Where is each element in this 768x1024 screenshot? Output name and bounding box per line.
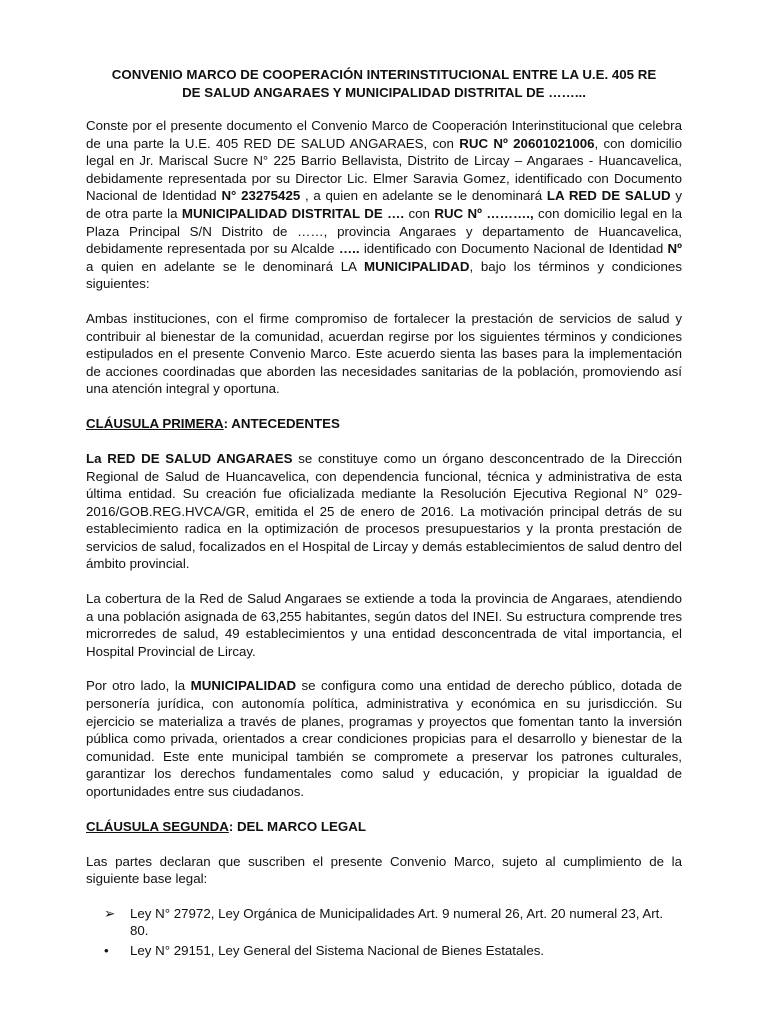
text-run: se constituye como un órgano desconcentrado de la Dirección Regional de Salud de Huancavelica, con dependencia funcional, técnica y administrativa de esta última entidad. Su creación fue oficializada mediante la Resolución Ejecutiva Regional N° 029-2016/GOB.REG.HVCA/GR, emitida el 25 de enero de 2016. La motivación principal detrás de su establecimiento radica en la optimización de procesos presupuestarios y la pronta prestación de servicios de salud, focalizados en el Hospital de Lircay y demás establecimientos de salud dentro del ámbito provincial.	[86, 450, 682, 572]
text-run: y de otra parte la	[86, 188, 683, 221]
title-line-1: CONVENIO MARCO DE COOPERACIÓN INTERINSTITUCIONAL ENTRE LA U.E. 405 RE	[111, 67, 657, 82]
clause-title: : ANTECEDENTES	[223, 415, 340, 431]
text-run: Conste por el presente documento el Convenio Marco de Cooperación Interinstitucional que celebra de una parte la U.E. 405 RED DE SALUD ANGARAES, con	[86, 118, 682, 151]
list-item	[104, 942, 682, 960]
text-run: Por otro lado, la	[86, 678, 191, 694]
text-run: se configura como una entidad de derecho público, dotada de personería jurídica, con autonomía política, administrativa y económica en su jurisdicción. Su ejercicio se materializa a través de planes, programas y proyectos que fomentan tanto la inversión pública como privada, orientados a crear condiciones propicias para el desarrollo y bienestar de la comunidad. Este ente municipal también se compromete a preservar los patrones culturales, garantizar los derechos fundamentales como salud y educación, y propiciar la igualdad de oportunidades entre sus ciudadanos.	[86, 678, 682, 799]
text-run: , con domicilio legal en Jr. Mariscal Sucre N° 225 Barrio Bellavista, Distrito de Lircay – Angaraes - Huancavelica, debidamente representada por su Director Lic. Elmer Saravia Gomez, identificado con Documento Nacional de Identidad	[86, 135, 682, 204]
clause-primera-heading	[86, 415, 682, 433]
ruc-municipalidad: RUC Nº ……….,	[434, 205, 534, 221]
title-line-2: DE SALUD ANGARAES Y MUNICIPALIDAD DISTRITAL DE ……...	[182, 85, 586, 100]
list-item	[104, 905, 682, 940]
document-title	[86, 66, 682, 102]
municipalidad-label: MUNICIPALIDAD	[364, 258, 470, 274]
text-run: , bajo los términos y condiciones siguientes:	[86, 258, 682, 292]
dni-alcalde: Nº	[667, 241, 682, 257]
legal-basis-paragraph: Las partes declaran que suscriben el presente Convenio Marco, sujeto al cumplimiento de la siguiente base legal:	[86, 853, 682, 887]
municipalidad-name: MUNICIPALIDAD	[190, 678, 297, 694]
party-municipalidad: MUNICIPALIDAD DISTRITAL DE ….	[181, 205, 405, 221]
intro-paragraph	[86, 117, 697, 293]
arrow-bullet-icon: ➢	[104, 905, 116, 921]
alcalde-placeholder: …..	[338, 241, 360, 257]
text-run: con domicilio legal en la Plaza Principal S/N Distrito de ……, provincia Angaraes y departamento de Huancavelica, debidamente representada por su Alcalde	[86, 205, 683, 257]
ruc-red-salud: RUC Nº 20601021006	[459, 135, 595, 151]
legal-basis-list	[86, 905, 682, 960]
text-run: identificado con Documento Nacional de Identidad	[359, 241, 668, 257]
commitment-paragraph: Ambas instituciones, con el firme compromiso de fortalecer la prestación de servicios de salud y contribuir al bienestar de la comunidad, acuerdan regirse por los siguientes términos y condiciones estipulados en el presente Convenio Marco. Este acuerdo sienta las bases para la implementación de acciones coordinadas que aborden las necesidades sanitarias de la población, promoviendo así una atención integral y oportuna.	[86, 310, 682, 397]
list-item-text: Ley N° 27972, Ley Orgánica de Municipalidades Art. 9 numeral 26, Art. 20 numeral 23, Art. 80.	[130, 905, 664, 939]
list-item-text: Ley N° 29151, Ley General del Sistema Nacional de Bienes Estatales.	[130, 942, 545, 958]
dni-director: N° 23275425	[221, 188, 301, 204]
clause-title: : DEL MARCO LEGAL	[228, 818, 366, 834]
antecedentes-paragraph	[86, 450, 682, 573]
clause-segunda-heading	[86, 818, 682, 836]
clause-label: CLÁUSULA PRIMERA	[86, 415, 224, 431]
party-red-salud: LA RED DE SALUD	[546, 188, 671, 204]
text-run: , a quien en adelante se le denominará	[300, 188, 547, 204]
dot-bullet-icon: •	[104, 942, 109, 958]
coverage-paragraph: La cobertura de la Red de Salud Angaraes se extiende a toda la provincia de Angaraes, atendiendo a una población asignada de 63,255 habitantes, según datos del INEI. Su estructura comprende tres microrredes de salud, 49 establecimientos y una entidad desconcentrada de vital importancia, el Hospital Provincial de Lircay.	[86, 591, 682, 659]
municipalidad-paragraph	[86, 677, 682, 800]
clause-label: CLÁUSULA SEGUNDA	[86, 818, 229, 834]
red-salud-name: La RED DE SALUD ANGARAES	[86, 450, 293, 466]
text-run: con	[404, 205, 435, 221]
text-run: a quien en adelante se le denominará LA	[86, 241, 697, 274]
